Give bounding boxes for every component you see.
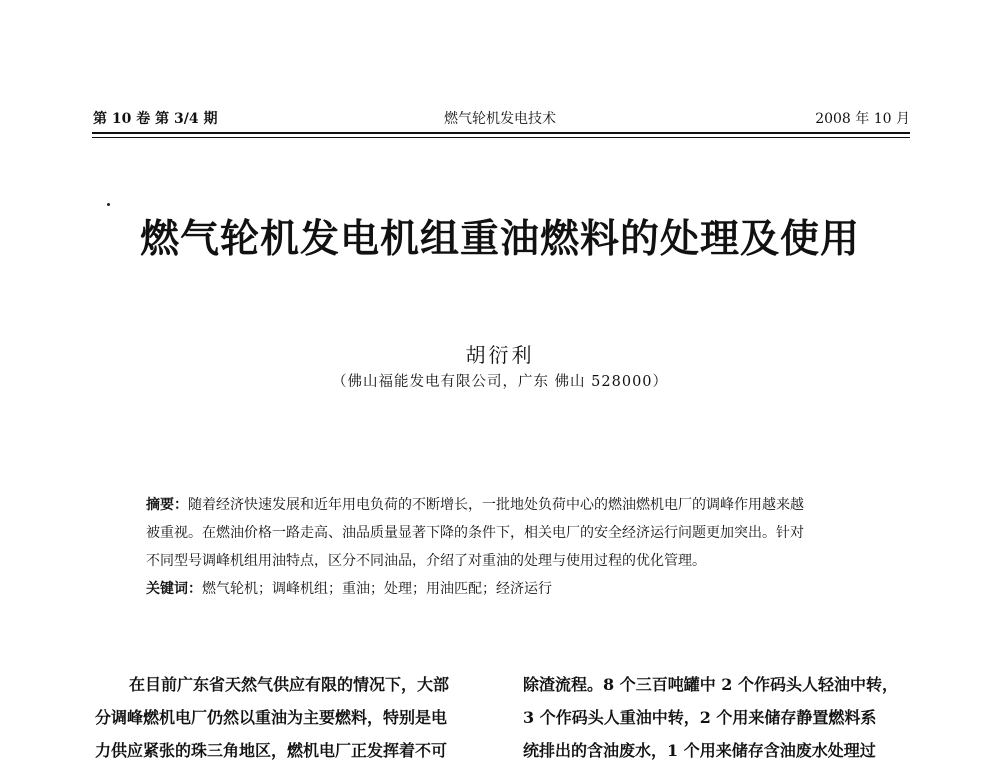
abstract-label: 摘要： xyxy=(146,497,188,513)
body-line: 在目前广东省天然气供应有限的情况下，大部 xyxy=(129,675,450,694)
abstract-line xyxy=(146,491,868,519)
author-name: 胡衍利 xyxy=(465,343,535,367)
body-column-right xyxy=(523,668,918,767)
body-line: 力供应紧张的珠三角地区，燃机电厂正发挥着不可 xyxy=(95,741,448,760)
keywords-text: 燃气轮机；调峰机组；重油；处理；用油匹配；经济运行 xyxy=(202,581,552,597)
header-rule-thick xyxy=(92,132,910,134)
body-line: 除渣流程。8 个三百吨罐中 2 个作码头人轻油中转， xyxy=(523,675,898,694)
abstract-text: 随着经济快速发展和近年用电负荷的不断增长，一批地处负荷中心的燃油燃机电厂的调峰作用越来越 xyxy=(188,497,804,513)
publication-date: 2008 年 10 月 xyxy=(815,111,910,127)
stray-mark xyxy=(107,203,110,206)
article-title: 燃气轮机发电机组重油燃料的处理及使用 xyxy=(139,217,860,262)
header-rule-thin xyxy=(92,137,910,138)
journal-name: 燃气轮机发电技术 xyxy=(444,111,556,127)
abstract-line: 被重视。在燃油价格一路走高、油品质量显著下降的条件下，相关电厂的安全经济运行问题更加突出。针对 xyxy=(146,525,804,541)
abstract-block xyxy=(146,491,868,603)
body-line: 统排出的含油废水，1 个用来储存含油废水处理过 xyxy=(523,741,876,760)
author-affiliation: （佛山福能发电有限公司，广东 佛山 528000） xyxy=(331,374,669,390)
body-line: 3 个作码头人重油中转，2 个用来储存静置燃料系 xyxy=(523,708,877,727)
body-line: 分调峰燃机电厂仍然以重油为主要燃料，特别是电 xyxy=(95,708,448,727)
keywords-label: 关键词： xyxy=(146,581,202,597)
journal-issue: 第 10 卷 第 3/4 期 xyxy=(93,111,218,127)
keywords-line xyxy=(146,575,868,603)
body-column-left xyxy=(95,668,495,767)
abstract-line: 不同型号调峰机组用油特点，区分不同油品，介绍了对重油的处理与使用过程的优化管理。 xyxy=(146,553,706,569)
